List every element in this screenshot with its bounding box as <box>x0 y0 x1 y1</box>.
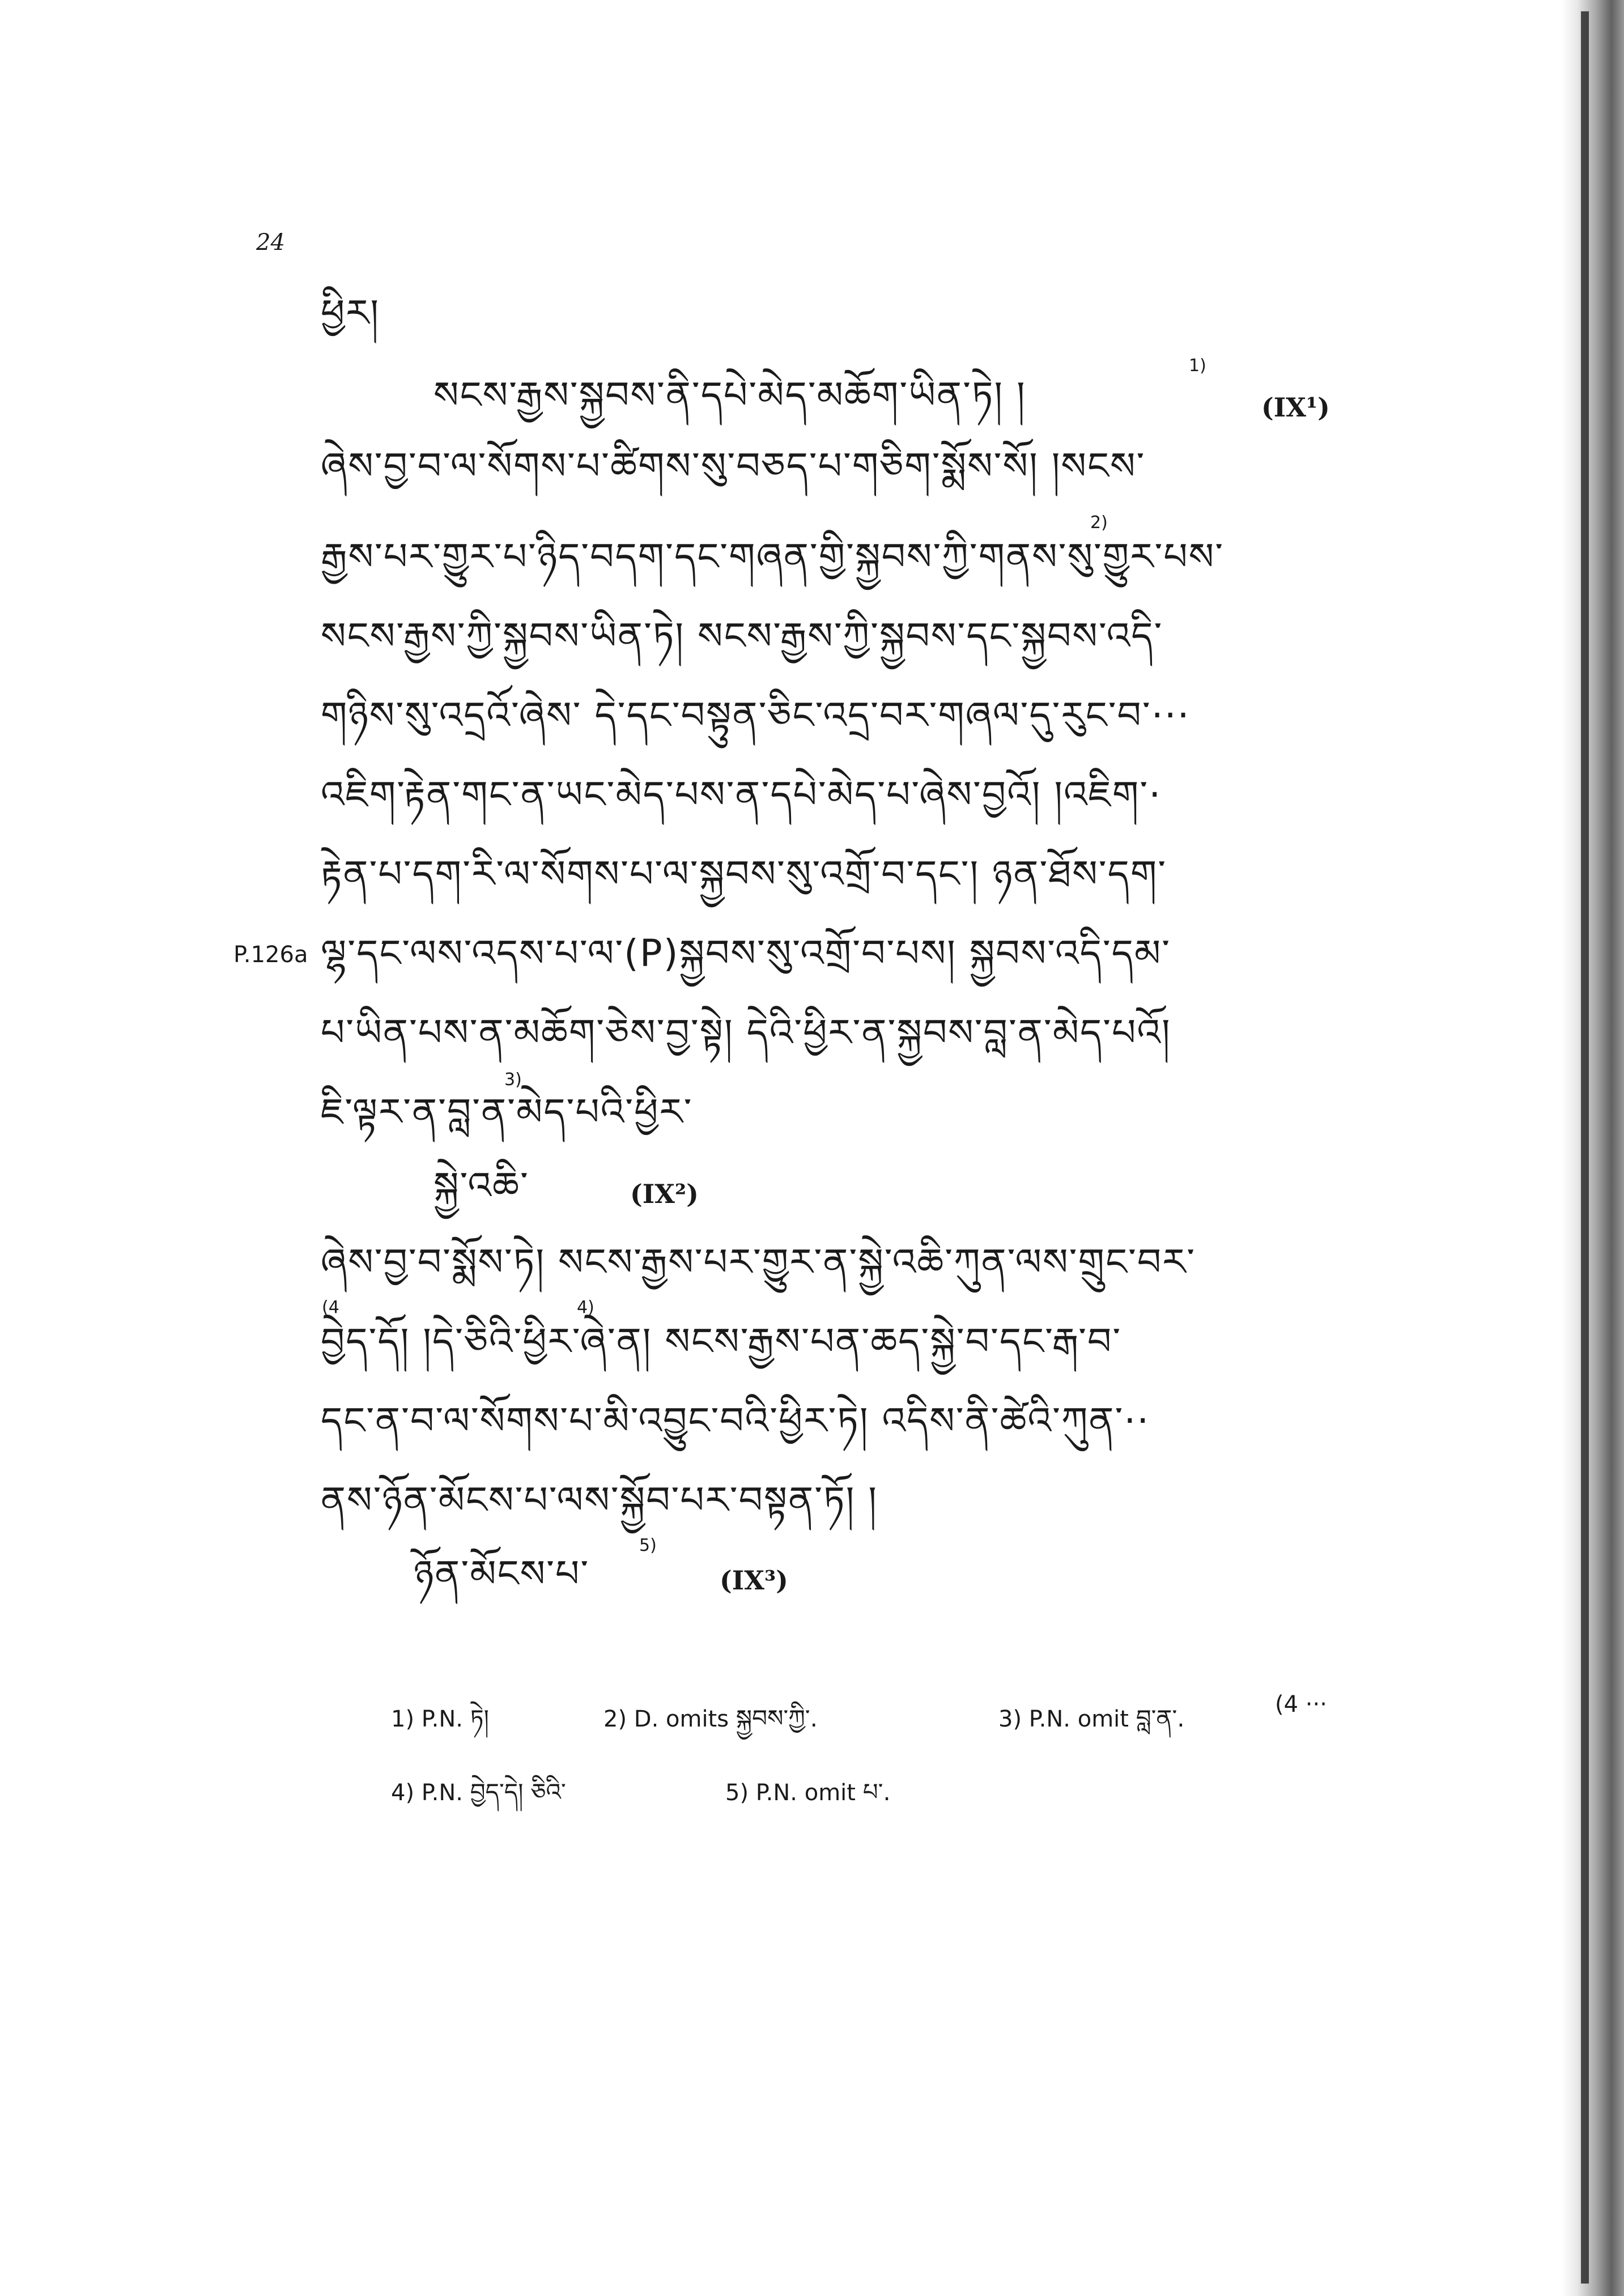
text-line-13: བྱེད་དོ། །དེ་ཅིའི་ཕྱིར་ཞེ་ན། སངས་རྒྱས་པན་ཆད་སྐྱེ་བ་དང་རྒ་བ་ <box>321 1320 1122 1363</box>
binding-edge <box>1581 11 1589 2284</box>
footnote-5-tibetan: པ་. <box>862 1778 891 1806</box>
text-line-15: ནས་ཉོན་མོངས་པ་ལས་སྐྱོབ་པར་བསྟན་ཏོ། ། <box>321 1478 878 1522</box>
text-line-14: དང་ན་བ་ལ་སོགས་པ་མི་འབྱུང་བའི་ཕྱིར་ཏེ། འདིས་ནི་ཚེའི་ཀུན་·· <box>321 1399 1150 1443</box>
footnote-3-ref: 3) P.N. omit <box>998 1706 1129 1732</box>
binding-shadow <box>1562 0 1624 2296</box>
verse-heading-ix2: སྐྱེ་འཆི་ <box>433 1164 529 1207</box>
text-line-4: རྒྱས་པར་གྱུར་པ་ཉིད་བདག་དང་གཞན་གྱི་སྐྱབས་ཀྱི་གནས་སུ་གྱུར་པས་ <box>321 535 1225 579</box>
text-line-5: སངས་རྒྱས་ཀྱི་སྐྱབས་ཡིན་ཏེ། སངས་རྒྱས་ཀྱི་སྐྱབས་དང་སྐྱབས་འདི་ <box>321 614 1163 658</box>
footnote-ref-1: 1) <box>1189 356 1206 376</box>
footnote-5 <box>725 1765 891 1832</box>
page-number: 24 <box>256 229 285 256</box>
footnote-3-continuation: (4 ··· <box>1275 1691 1327 1717</box>
footnote-2-tibetan: སྐྱབས་ཀྱི་. <box>736 1704 818 1732</box>
section-label-ix1: (IX¹) <box>1261 392 1330 423</box>
footnote-1 <box>391 1691 489 1759</box>
margin-page-ref: P.126a <box>233 942 308 968</box>
text-line-8: རྟེན་པ་དག་རི་ལ་སོགས་པ་ལ་སྐྱབས་སུ་འགྲོ་བ་དང་། ཉན་ཐོས་དག་ <box>321 852 1167 896</box>
text-line-10: པ་ཡིན་པས་ན་མཆོག་ཅེས་བྱ་སྟེ། དེའི་ཕྱིར་ན་སྐྱབས་བླ་ན་མེད་པའོ། <box>321 1011 1171 1055</box>
footnote-2 <box>603 1691 818 1759</box>
footnote-ref-4b: 4) <box>577 1298 594 1317</box>
footnote-1-ref: 1) P.N. <box>391 1706 464 1732</box>
text-line-3: ཞེས་བྱ་བ་ལ་སོགས་པ་ཚིགས་སུ་བཅད་པ་གཅིག་སྨོས་སོ། །སངས་ <box>321 444 1146 488</box>
verse-heading-ix3: ཉོན་མོངས་པ་ <box>414 1552 590 1596</box>
footnote-3-tibetan: བླ་ན་. <box>1136 1704 1185 1732</box>
text-line-6: གཉིས་སུ་འདྲའོ་ཞེས་ དེ་དང་བསྟུན་ཅིང་འདྲ་བར་གཞལ་དུ་རུང་བ་··· <box>321 694 1191 737</box>
footnote-4 <box>391 1765 566 1832</box>
text-line-7: འཇིག་རྟེན་གང་ན་ཡང་མེད་པས་ན་དཔེ་མེད་པ་ཞེས་བྱའོ། །འཇིག་· <box>321 773 1162 817</box>
footnote-ref-4a: (4 <box>322 1298 339 1317</box>
text-line-12: ཞེས་བྱ་བ་སྨོས་ཏེ། སངས་རྒྱས་པར་གྱུར་ན་སྐྱེ་འཆི་ཀུན་ལས་གྲུང་བར་ <box>321 1240 1196 1284</box>
text-line-2: སངས་རྒྱས་སྐྱབས་ནི་དཔེ་མེད་མཆོག་ཡིན་ཏེ། ། <box>433 373 1026 417</box>
footnote-ref-3: 3) <box>504 1070 522 1090</box>
footnote-ref-5: 5) <box>639 1536 657 1555</box>
footnote-3 <box>998 1691 1185 1759</box>
text-line-9: ལྷ་དང་ལས་འདས་པ་ལ་(P)སྐྱབས་སུ་འགྲོ་བ་པས། སྐྱབས་འདི་དམ་ <box>321 932 1171 975</box>
footnote-4-tibetan: བྱེད་དེ། ཅིའི་ <box>470 1778 566 1806</box>
text-line-1: ཕྱིར། <box>321 291 380 335</box>
footnote-ref-2: 2) <box>1090 513 1108 533</box>
footnote-4-ref: 4) P.N. <box>391 1780 464 1806</box>
footnote-2-ref: 2) D. omits <box>603 1706 729 1732</box>
footnote-5-ref: 5) P.N. omit <box>725 1780 856 1806</box>
text-line-11: ཇི་ལྟར་ན་བླ་ན་མེད་པའི་ཕྱིར་ <box>321 1090 693 1134</box>
section-label-ix2: (IX²) <box>630 1179 699 1209</box>
footnote-1-tibetan: ཏེ། <box>470 1704 489 1732</box>
section-label-ix3: (IX³) <box>720 1565 788 1596</box>
